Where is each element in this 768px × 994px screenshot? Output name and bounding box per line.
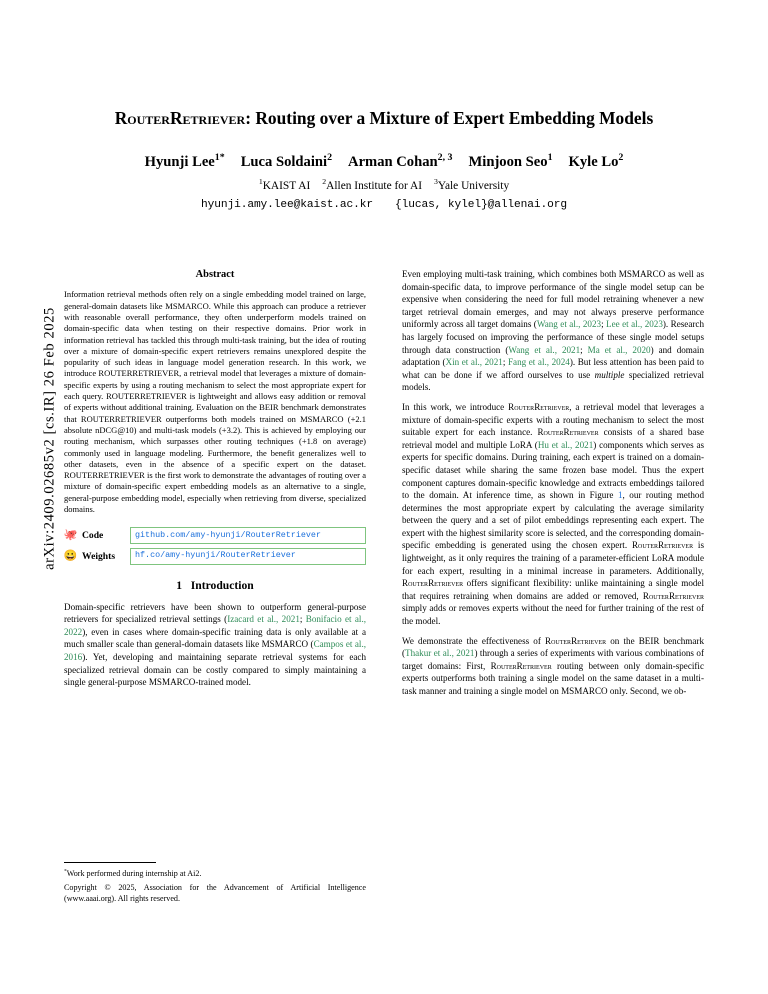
email-list	[64, 199, 704, 211]
email-secondary: {lucas, kylel}@allenai.org	[395, 199, 567, 212]
author	[468, 151, 553, 170]
affiliation-sup: 2	[322, 176, 327, 186]
model-name: RouterRetriever	[642, 590, 704, 601]
abstract-heading: Abstract	[195, 269, 235, 280]
footnote-copyright: Copyright © 2025, Association for the Advancement of Artificial Intelligence (www.aaai.org). All rights reserved.	[64, 883, 366, 903]
code-link[interactable]: github.com/amy-hyunji/RouterRetriever	[130, 527, 366, 544]
citation[interactable]: Fang et al., 2024	[507, 357, 570, 368]
author-sup: 2	[327, 151, 333, 163]
affiliation-sup: 1	[258, 176, 263, 186]
text-run: on the BEIR benchmark (	[402, 635, 704, 659]
footnote-marker: *	[64, 868, 67, 875]
section-number: 1	[176, 578, 183, 592]
arxiv-stamp: arXiv:2409.02685v2 [cs.IR] 26 Feb 2025	[41, 307, 58, 570]
text-run: specialized retrieval models.	[402, 369, 705, 393]
text-run: We demonstrate the effectiveness of	[402, 635, 545, 646]
citation[interactable]: Campos et al., 2016	[64, 639, 366, 663]
text-run: In this work, we introduce	[402, 401, 509, 412]
footnote-text: Work performed during internship at Ai2.	[66, 869, 202, 878]
citation[interactable]: Wang et al., 2021	[508, 344, 581, 355]
figure-reference[interactable]: 1	[617, 490, 623, 501]
text-run: ) components which serves as experts for specific domains. During training, each expert is trained on a domain-specific dataset while sharing the same frozen base model. Thus the expert component captures domain-specific knowledge and extracts embeddings tailored to the domain. At inference time, as shown in Figure	[402, 439, 705, 501]
section-title: Introduction	[190, 578, 254, 592]
author-sup: 2, 3	[437, 151, 453, 163]
page-title	[64, 108, 704, 130]
footnote-star	[64, 868, 366, 879]
text-run: ;	[299, 614, 306, 625]
author-name: Minjoon Seo	[468, 153, 548, 170]
text-run: ) through a series of experiments with various combinations of target domains: First,	[402, 648, 704, 671]
author-list	[64, 152, 704, 171]
author-sup: 1*	[214, 151, 225, 163]
intro-paragraph-1	[64, 601, 366, 689]
right-column	[402, 268, 704, 698]
text-run: ). Research has largely focused on improving the performance of these single model setups through data construction (	[402, 319, 704, 355]
citation[interactable]: Izacard et al., 2021	[227, 614, 300, 625]
citation[interactable]: Wang et al., 2023	[536, 319, 602, 330]
author	[348, 151, 453, 170]
text-run: Domain-specific retrievers have been shown to outperform general-purpose retrievers for specialized retrieval settings (	[64, 601, 366, 625]
right-paragraph-2	[402, 401, 704, 628]
emphasis-multiple: multiple	[594, 369, 625, 380]
affiliation-name: Yale University	[437, 179, 510, 192]
section-heading-introduction	[64, 578, 366, 594]
text-run: ;	[601, 319, 607, 330]
weights-link[interactable]: hf.co/amy-hyunji/RouterRetriever	[130, 548, 366, 565]
citation[interactable]: Hu et al., 2021	[537, 439, 594, 450]
affiliation-name: KAIST AI	[262, 179, 311, 192]
text-run: ;	[502, 357, 508, 368]
model-name: RouterRetriever	[545, 635, 607, 646]
left-column	[64, 268, 366, 689]
model-name: RouterRetriever	[631, 540, 694, 551]
footnotes	[64, 862, 366, 904]
title-rest: : Routing over a Mixture of Expert Embedding Models	[245, 108, 654, 128]
footnote-rule	[64, 862, 156, 863]
author-sup: 2	[618, 151, 624, 163]
right-paragraph-1	[402, 268, 704, 394]
author	[240, 151, 333, 170]
email-primary: hyunji.amy.lee@kaist.ac.kr	[201, 199, 373, 212]
weights-row	[64, 548, 366, 565]
code-row	[64, 527, 366, 544]
weights-label: Weights	[82, 550, 116, 562]
text-run: ), even in cases where domain-specific training data is only available at a much smaller scale than general-domain datasets like MSMARCO (	[64, 626, 366, 650]
huggingface-icon: 😀	[63, 549, 78, 562]
citation[interactable]: Bonifacio et al., 2022	[64, 614, 366, 637]
text-run: routing between only domain-specific experts outperforms both training a single model on the same dataset in a multi-task manner and training a single model on MSMARCO only. Second, we ob-	[402, 660, 704, 696]
text-run: ) and domain adaptation (	[402, 344, 704, 368]
title-block	[64, 108, 704, 211]
body-columns	[64, 268, 704, 888]
text-run: is lightweight, as it only requires the training of a parameter-efficient LoRA module for each expert, resulting in a minimal increase in parameters. Additionally,	[402, 540, 704, 576]
author-name: Hyunji Lee	[144, 153, 215, 170]
citation[interactable]: Ma et al., 2020	[587, 344, 651, 355]
author-name: Arman Cohan	[348, 153, 438, 170]
citation[interactable]: Thakur et al., 2021	[405, 648, 475, 659]
right-paragraph-3	[402, 635, 704, 698]
affiliation-sup: 3	[434, 176, 438, 186]
author	[144, 151, 225, 170]
model-name: RouterRetriever	[490, 660, 552, 671]
model-name: RouterRetriever	[402, 578, 464, 589]
repo-links	[64, 527, 366, 564]
author	[568, 151, 624, 170]
model-name: RouterRetriever	[508, 401, 570, 412]
text-run: Even employing multi-task training, which combines both MSMARCO as well as domain-specific data, to improve performance of the single model setup can be expensive when considering the need for full model retraining whenever a new target retrieval domain emerges, and may not always preserve performance uniformly across all target domains (	[402, 269, 704, 330]
affiliation-name: Allen Institute for AI	[326, 179, 422, 192]
text-run: , our routing method determines the most appropriate expert by calculating the average similarity between the query and a set of pilot embeddings representing each expert. The expert with the highest similarity score is selected, and the corresponding domain-specific embedding is generated using the chosen expert.	[402, 490, 704, 551]
model-name: RouterRetriever	[537, 427, 599, 438]
abstract-text: Information retrieval methods often rely on a single embedding model trained on large, general-domain datasets like MSMARCO. While this approach can produce a retriever with reasonable overall performance, they often underperform models trained on domain-specific data when testing on their respective domains. Prior work in information retrieval has tackled this through multi-task training, but the idea of routing over a mixture of domain-specific expert retrievers remains unexplored despite the popularity of such ideas in language model generation research. In this work, we introduce ROUTERRETRIEVER, a retrieval model that leverages a mixture of domain-specific experts by using a routing mechanism to select the most appropriate expert for each query. ROUTERRETRIEVER is lightweight and allows easy addition or removal of experts without additional training. Evaluation on the BEIR benchmark demonstrates that ROUTERRETRIEVER outperforms both models trained on MSMARCO (+2.1 absolute nDCG@10) and multi-task models (+3.2). This is achieved by employing our routing mechanism, which surpasses other routing techniques (+1.8 on average) commonly used in language modeling. Furthermore, the benefit generalizes well to other datasets, even in the absence of a specific expert on the dataset. ROUTERRETRIEVER is the first work to demonstrate the advantages of routing over a mixture of domain-specific expert embedding models as an alternative to a single, general-purpose embedding model, especially when retrieving from diverse, specialized domains.	[64, 289, 366, 515]
text-run: , a retrieval model that leverages a mixture of domain-specific experts with a routing mechanism to select the most suitable expert for each instance.	[402, 401, 704, 438]
author-name: Kyle Lo	[568, 153, 619, 170]
affiliation-list	[64, 177, 704, 192]
text-run: ). But less attention has been paid to what can be done if we afford ourselves to use	[402, 357, 704, 380]
citation[interactable]: Lee et al., 2023	[606, 319, 663, 330]
title-model-name: RouterRetriever	[114, 108, 246, 128]
github-icon: 🐙	[63, 529, 78, 542]
text-run: ;	[580, 344, 588, 355]
citation[interactable]: Xin et al., 2021	[445, 357, 503, 368]
text-run: simply adds or removes experts without the need for further training of the rest of the model.	[402, 603, 704, 627]
code-label: Code	[82, 530, 104, 542]
text-run: offers significant flexibility: unlike maintaining a single model that requires retraining when domains are added or removed,	[402, 578, 704, 601]
author-name: Luca Soldaini	[240, 153, 328, 170]
text-run: ). Yet, developing and maintaining separate retrieval systems for each specialized retrieval domain can be costly compared to simply maintaining a single general-purpose MSMARCO-trained model.	[64, 652, 366, 688]
author-sup: 1	[547, 151, 553, 163]
text-run: consists of a shared base retrieval model and multiple LoRA (	[402, 427, 704, 450]
